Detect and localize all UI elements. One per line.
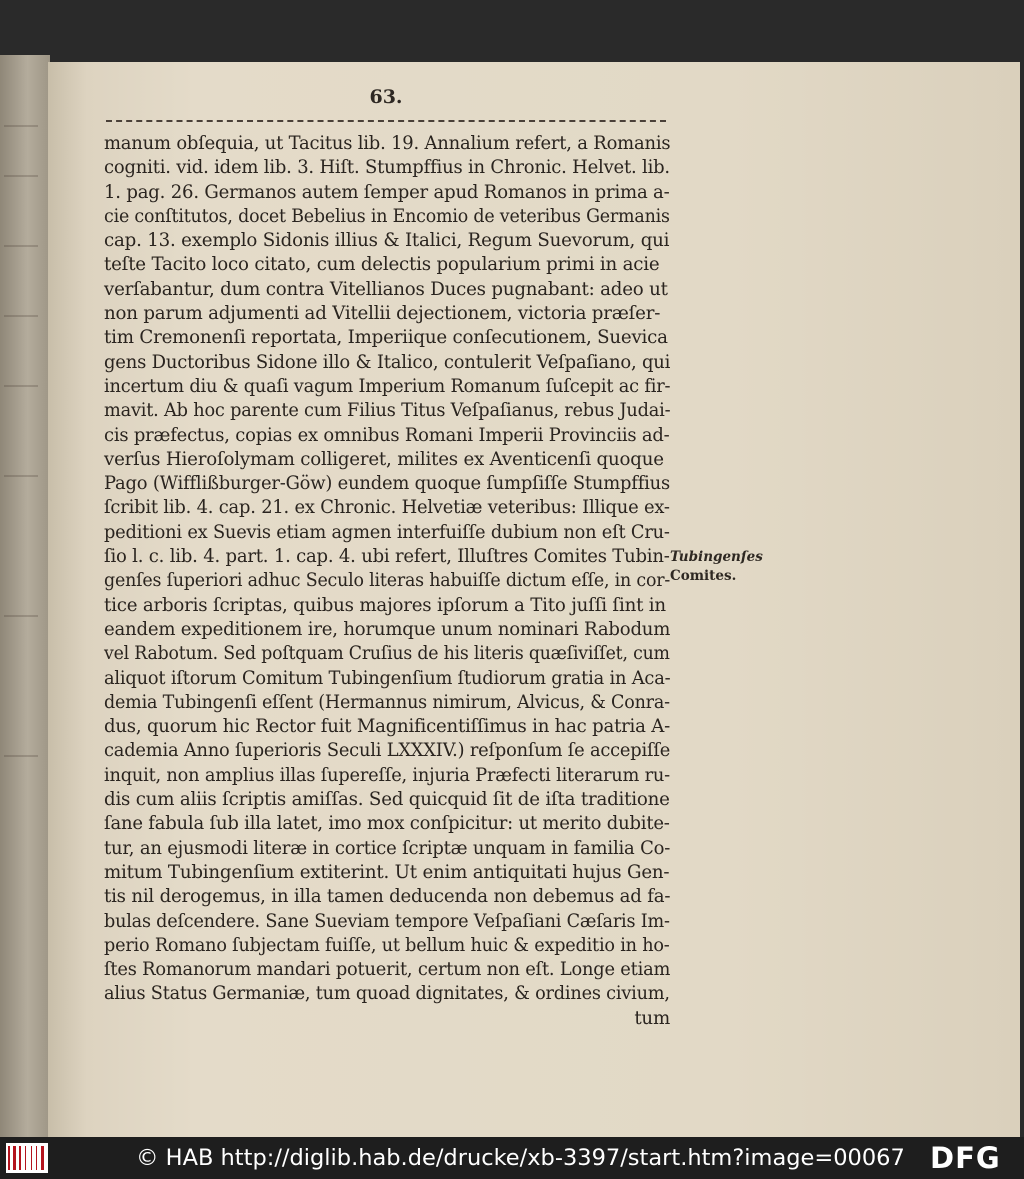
header-rule (106, 120, 666, 122)
text-line: cie conſtitutos, docet Bebelius in Encomio de veteribus Germanis (104, 205, 670, 227)
text-line: non parum adjumenti ad Vitellii dejectionem, victoria præſer- (104, 303, 661, 325)
text-line: tur, an ejusmodi literæ in cortice ſcriptæ unquam in familia Co- (104, 837, 671, 859)
text-line: inquit, non amplius illas ſupereſſe, injuria Præfecti literarum ru- (104, 764, 670, 786)
catchword: tum (634, 1007, 670, 1029)
text-line: ſcribit lib. 4. cap. 21. ex Chronic. Helvetiæ veteribus: Illique ex- (104, 497, 670, 519)
text-line: teſte Tacito loco citato, cum delectis popularium primi in acie (104, 254, 660, 276)
hab-barcode-icon (6, 1143, 48, 1173)
margin-note (670, 548, 770, 586)
text-line: mitum Tubingenſium extiterint. Ut enim antiquitati hujus Gen- (104, 861, 670, 883)
text-line: dis cum aliis ſcriptis amiſſas. Sed quicquid ſit de iſta traditione (104, 789, 670, 811)
body-text (104, 132, 670, 1031)
text-line: tim Cremonenſi reportata, Imperiique conſecutionem, Suevica (104, 327, 668, 349)
text-line: cademia Anno ſuperioris Seculi LXXXIV.) reſponſum ſe accepiſſe (104, 740, 671, 762)
text-line: cis præfectus, copias ex omnibus Romani Imperii Provinciis ad- (104, 424, 670, 446)
book-page (48, 62, 1020, 1137)
text-line: eandem expeditionem ire, horumque unum nominari Rabodum (104, 618, 671, 640)
text-line: dus, quorum hic Rector fuit Magnificentiſſimus in hac patria A- (104, 716, 670, 738)
page-number: 63. (369, 86, 403, 108)
text-line: tice arboris ſcriptas, quibus majores ipſorum a Tito juſſi ſint in (104, 594, 666, 616)
text-line: 1. pag. 26. Germanos autem ſemper apud Romanos in prima a- (104, 181, 670, 203)
previous-page-edge (0, 55, 50, 1137)
text-line: aliquot iſtorum Comitum Tubingenſium ſtudiorum gratia in Aca- (104, 667, 671, 689)
margin-note-line-1: Tubingenſes (670, 549, 763, 565)
text-line: manum obſequia, ut Tacitus lib. 19. Annalium refert, a Romanis (104, 133, 671, 154)
text-line: gens Ductoribus Sidone illo & Italico, contulerit Veſpaſiano, qui (104, 351, 671, 373)
viewer-footer (0, 1137, 1024, 1179)
text-line: perio Romano ſubjectam fuiſſe, ut bellum huic & expeditio in ho- (104, 934, 670, 956)
text-line: genſes ſuperiori adhuc Seculo literas habuiſſe dictum eſſe, in cor- (104, 570, 671, 592)
text-line: demia Tubingenſi eſſent (Hermannus nimirum, Alvicus, & Conra- (104, 691, 670, 713)
text-line: cogniti. vid. idem lib. 3. Hiſt. Stumpffius in Chronic. Helvet. lib. (104, 157, 670, 179)
text-line: ſane fabula ſub illa latet, imo mox conſpicitur: ut merito dubite- (104, 813, 670, 835)
text-line: mavit. Ab hoc parente cum Filius Titus Veſpaſianus, rebus Judai- (104, 400, 671, 422)
text-line: alius Status Germaniæ, tum quoad dignitates, & ordines civium, (104, 983, 670, 1005)
text-line: verſus Hieroſolymam colligeret, milites ex Aventicenſi quoque (104, 448, 664, 470)
text-line: ſtes Romanorum mandari potuerit, certum non eſt. Longe etiam (104, 959, 671, 981)
text-line: tis nil derogemus, in illa tamen deducenda non debemus ad fa- (104, 886, 671, 908)
text-line: verſabantur, dum contra Vitellianos Duces pugnabant: adeo ut (104, 278, 668, 300)
text-line: peditioni ex Suevis etiam agmen interfuiſſe dubium non eſt Cru- (104, 521, 670, 543)
copyright-link[interactable]: © HAB http://diglib.hab.de/drucke/xb-3397/start.htm?image=00067 (136, 1145, 905, 1171)
text-line: bulas deſcendere. Sane Sueviam tempore Veſpaſiani Cæſaris Im- (104, 910, 670, 932)
text-line: vel Rabotum. Sed poſtquam Cruſius de his literis quæſiviſſet, cum (104, 643, 670, 665)
dfg-logo: DFG (930, 1141, 1001, 1175)
text-line: ſio l. c. lib. 4. part. 1. cap. 4. ubi refert, Illuſtres Comites Tubin- (104, 546, 670, 568)
text-line: cap. 13. exemplo Sidonis illius & Italici, Regum Suevorum, qui (104, 230, 670, 252)
text-line: Pago (Wifflißburger-Göw) eundem quoque ſumpſiſſe Stumpffius (104, 473, 671, 495)
text-line: incertum diu & quaſi vagum Imperium Romanum ſuſcepit ac fir- (104, 375, 671, 397)
margin-note-line-2: Comites. (670, 568, 737, 584)
